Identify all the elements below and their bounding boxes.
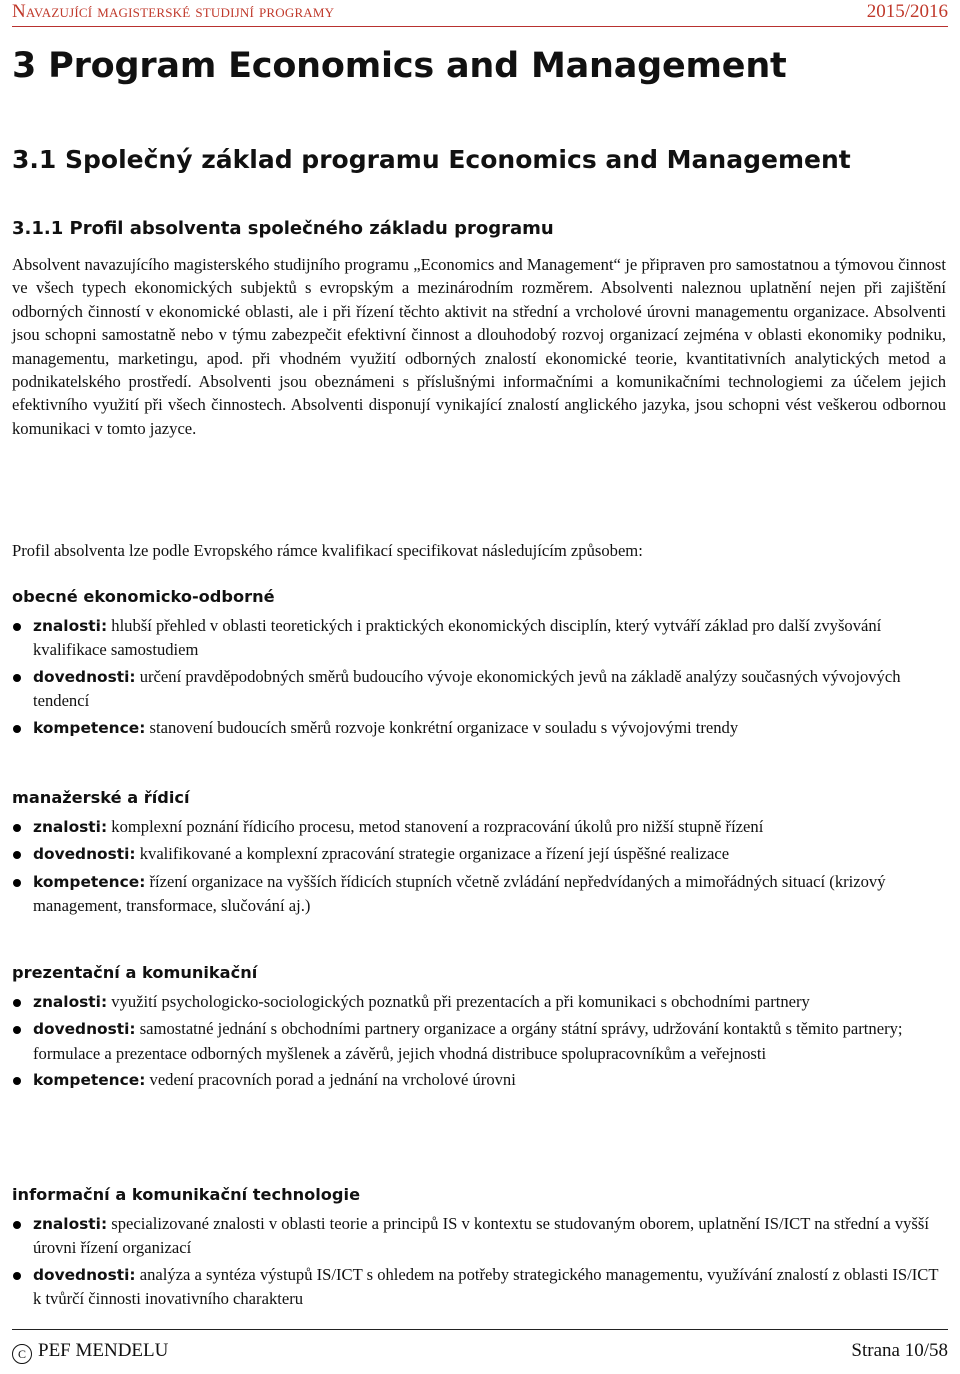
list-item bbox=[12, 990, 946, 1014]
item-term: kompetence: bbox=[33, 872, 146, 891]
item-text: stanovení budoucích směrů rozvoje konkrétní organizace v souladu s vývojovými trendy bbox=[149, 717, 739, 737]
chapter-title: 3 Program Economics and Management bbox=[12, 46, 787, 86]
qualification-section bbox=[12, 1185, 946, 1314]
list-item bbox=[12, 1068, 946, 1092]
page-footer bbox=[12, 1329, 948, 1374]
item-term: znalosti: bbox=[33, 1215, 108, 1233]
list-item bbox=[12, 1212, 946, 1260]
qualification-section bbox=[12, 587, 946, 743]
item-text: řízení organizace na vyšších řídicích stupních včetně zvládání nepředvídaných a mimořádných situací (krizový management, transformace, slučování aj.) bbox=[33, 871, 886, 916]
item-text: analýza a syntéza výstupů IS/ICT s ohledem na potřeby strategického managementu, využívání znalostí z oblasti IS/ICT k tvůrčí činnosti inovativního charakteru bbox=[33, 1264, 939, 1309]
section-title: manažerské a řídicí bbox=[12, 788, 190, 807]
qualification-list bbox=[12, 614, 946, 740]
item-term: znalosti: bbox=[33, 993, 108, 1011]
item-term: znalosti: bbox=[33, 818, 108, 836]
profile-intro: Profil absolventa lze podle Evropského rámce kvalifikací specifikovat následujícím způsobem: bbox=[12, 541, 643, 560]
item-text: samostatné jednání s obchodními partnery organizace a orgány státní správy, udržování kontaktů s těmito partnery; formulace a prezentace odborných myšlenek a závěrů, jejich vhodná distribuce spolupracovníkům a veřejnosti bbox=[33, 1019, 903, 1063]
bullet-icon bbox=[13, 1077, 21, 1085]
footer-publisher-name: PEF MENDELU bbox=[38, 1340, 169, 1361]
intro-paragraph: Absolvent navazujícího magisterského studijního programu „Economics and Management“ je připraven pro samostatnou a týmovou činnost ve všech typech ekonomických subjektů s evropským a mezinárodním rozměrem. Absolventi naleznou uplatnění nejen při zajištění odborných činností v ekonomické oblasti, ale i při řízení těchto aktivit na střední a vrcholové úrovni managementu organizace. Absolventi jsou schopni samostatně nebo v týmu zabezpečit efektivní činnost a dlouhodobý rozvoj organizací zejména v oblasti ekonomiky podniku, managementu, marketingu, apod. při vhodném využití odborných znalostí ekonomické teorie, kvantitativních analytických metod a podnikatelského prostředí. Absolventi jsou obeznámeni s příslušnými informačními a komunikačními technologiemi za účelem jejich efektivního využití při všech činnostech. Absolventi disponují vynikající znalostí anglického jazyka, jsou schopni vést veškerou odbornou komunikaci v tomto jazyce. bbox=[12, 255, 946, 438]
bullet-icon bbox=[13, 623, 21, 631]
item-term: dovednosti: bbox=[33, 845, 136, 864]
list-item bbox=[12, 716, 946, 740]
subchapter-title: 3.1 Společný základ programu Economics and Management bbox=[12, 145, 851, 174]
qualification-list bbox=[12, 815, 946, 918]
list-item bbox=[12, 665, 946, 713]
list-item bbox=[12, 815, 946, 839]
bullet-icon bbox=[13, 725, 21, 733]
bullet-icon bbox=[13, 999, 21, 1007]
item-term: dovednosti: bbox=[33, 1265, 136, 1284]
header-program-title: Navazující magisterské studijní programy bbox=[12, 1, 335, 22]
header-year: 2015/2016 bbox=[866, 1, 948, 22]
item-text: vedení pracovních porad a jednání na vrcholové úrovni bbox=[149, 1070, 516, 1090]
copyright-icon: C bbox=[12, 1344, 32, 1364]
page-number: Strana 10/58 bbox=[851, 1340, 948, 1361]
item-text: specializované znalosti v oblasti teorie a principů IS v kontextu se studovaným oborem, uplatnění IS/ICT na střední a vyšší úrovni řízení organizací bbox=[33, 1214, 929, 1258]
item-text: využití psychologicko-sociologických poznatků při prezentacích a při komunikaci s obchodními partnery bbox=[111, 992, 810, 1011]
item-term: kompetence: bbox=[33, 1071, 146, 1090]
page-header bbox=[12, 0, 948, 27]
bullet-icon bbox=[13, 1272, 21, 1280]
bullet-icon bbox=[13, 674, 21, 682]
item-term: znalosti: bbox=[33, 617, 108, 635]
bullet-icon bbox=[13, 824, 21, 832]
item-text: hlubší přehled v oblasti teoretických i praktických ekonomických disciplín, který vytváří základ pro další zvyšování kvalifikace samostudiem bbox=[33, 616, 882, 660]
qualification-section bbox=[12, 788, 946, 921]
bullet-icon bbox=[13, 851, 21, 859]
bullet-icon bbox=[13, 879, 21, 887]
qualification-list bbox=[12, 1212, 946, 1311]
list-item bbox=[12, 1017, 946, 1065]
item-text: komplexní poznání řídicího procesu, metod stanovení a rozpracování úkolů pro nižší stupně řízení bbox=[111, 817, 764, 836]
list-item bbox=[12, 870, 946, 918]
list-item bbox=[12, 614, 946, 662]
qualification-section bbox=[12, 963, 946, 1096]
section-title: obecné ekonomicko-odborné bbox=[12, 587, 275, 606]
section-title: informační a komunikační technologie bbox=[12, 1185, 361, 1204]
qualification-list bbox=[12, 990, 946, 1093]
bullet-icon bbox=[13, 1221, 21, 1229]
footer-publisher bbox=[12, 1340, 168, 1364]
item-text: kvalifikované a komplexní zpracování strategie organizace a řízení její úspěšné realizace bbox=[139, 844, 730, 864]
item-term: dovednosti: bbox=[33, 667, 136, 686]
bullet-icon bbox=[13, 1026, 21, 1034]
section-title: prezentační a komunikační bbox=[12, 963, 258, 982]
section-heading: 3.1.1 Profil absolventa společného základu programu bbox=[12, 218, 554, 239]
list-item bbox=[12, 842, 946, 866]
item-term: dovednosti: bbox=[33, 1020, 136, 1039]
item-text: určení pravděpodobných směrů budoucího vývoje ekonomických jevů na základě analýzy současných vývojových tendencí bbox=[33, 666, 901, 711]
list-item bbox=[12, 1263, 946, 1311]
item-term: kompetence: bbox=[33, 718, 146, 737]
